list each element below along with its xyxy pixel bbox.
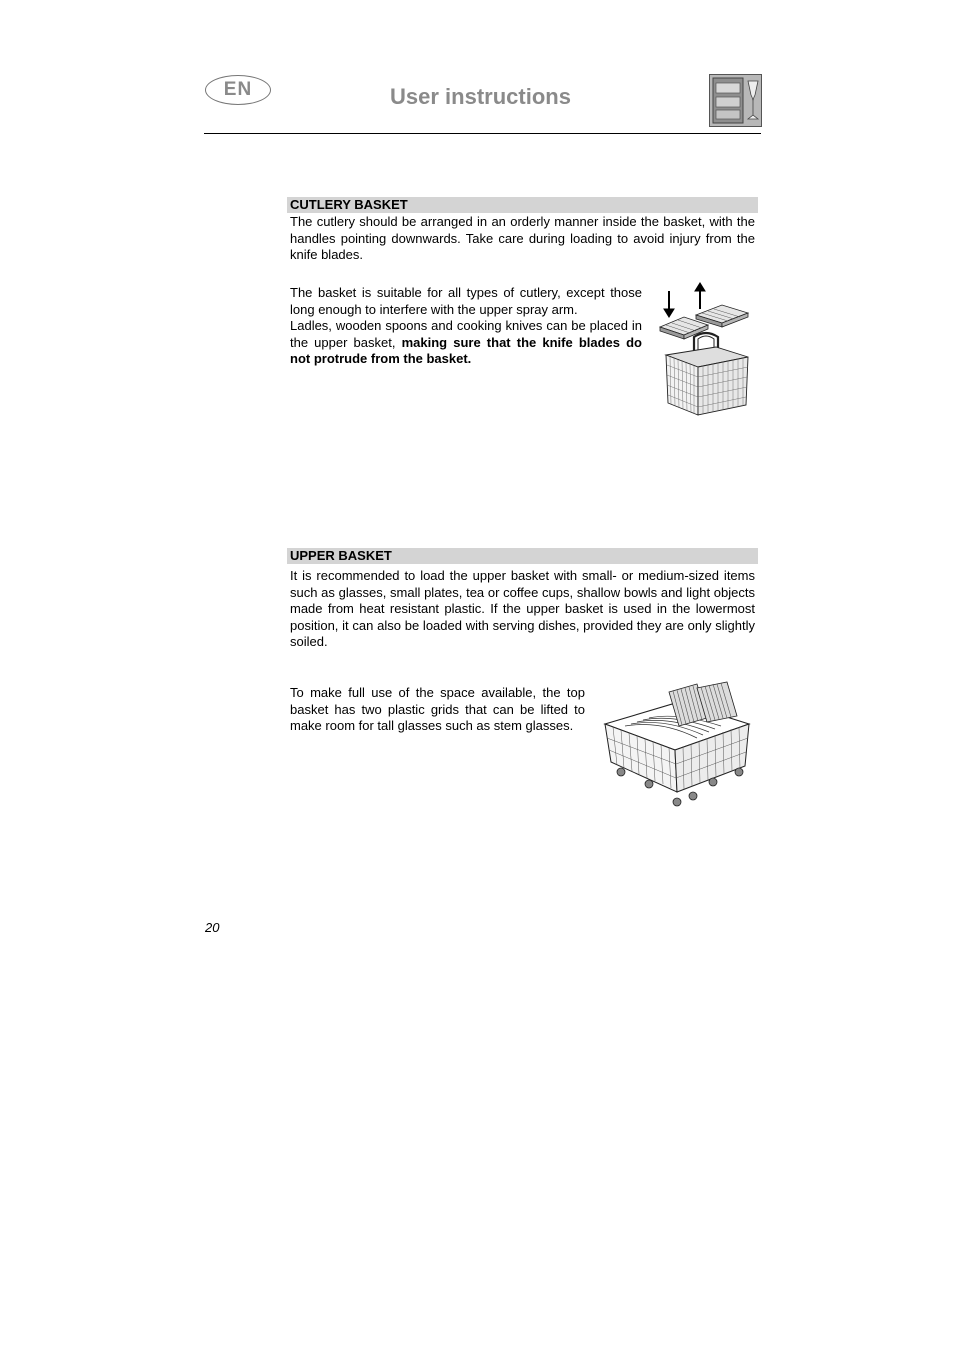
upper-basket-grids-text: To make full use of the space available, the top basket has two plastic grids that can be lifted to make room for tall glasses such as stem glasses. xyxy=(290,685,585,734)
header-divider xyxy=(204,133,761,134)
cutlery-basket-illustration xyxy=(656,281,756,418)
cutlery-suitability-text xyxy=(290,285,642,368)
upper-basket-illustration xyxy=(601,680,753,813)
cutlery-upper-basket-plain: Ladles, wooden spoons and cooking knives can be placed in the upper basket, xyxy=(290,318,642,350)
language-badge xyxy=(205,75,271,105)
upper-basket-intro-text: It is recommended to load the upper basket with small- or medium-sized items such as glasses, small plates, tea or coffee cups, shallow bowls and light objects made from heat resistant plastic. If the upper basket is used in the lowermost position, it can also be loaded with serving dishes, provided they are only slightly soiled. xyxy=(290,568,755,650)
dishwasher-thumbnail-icon xyxy=(709,74,762,127)
cutlery-upper-basket-sentence xyxy=(290,318,642,368)
cutlery-intro-text: The cutlery should be arranged in an orderly manner inside the basket, with the handles pointing downwards. Take care during loading to avoid injury from the knife blades. xyxy=(290,214,755,263)
arrow-up-icon xyxy=(695,283,705,309)
language-code: EN xyxy=(223,79,253,100)
page-title: User instructions xyxy=(390,84,571,109)
arrow-down-icon xyxy=(664,291,674,317)
knife-blade-warning: making sure that the knife blades do not protrude from the basket. xyxy=(290,334,642,367)
page-number: 20 xyxy=(205,920,220,935)
cutlery-suitability-sentence: The basket is suitable for all types of cutlery, except those long enough to interfere with the upper spray arm. xyxy=(290,285,642,317)
upper-basket-heading: UPPER BASKET xyxy=(287,548,758,564)
cutlery-basket-heading: CUTLERY BASKET xyxy=(287,197,758,213)
